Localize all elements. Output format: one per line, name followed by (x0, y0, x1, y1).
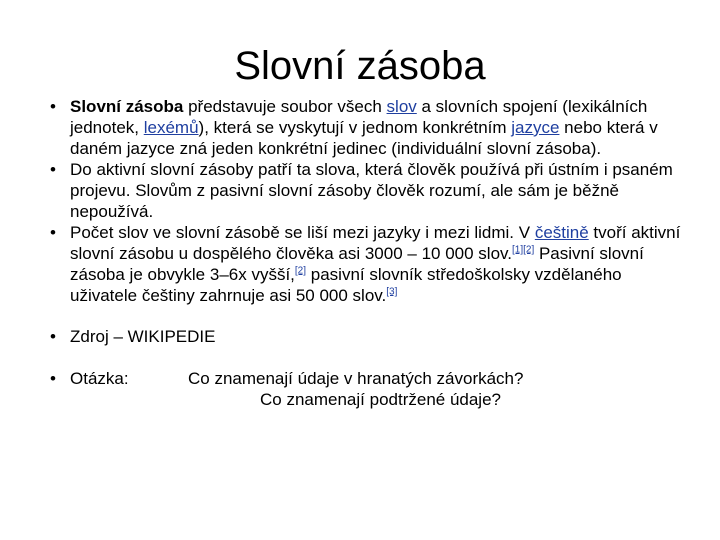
text-segment: nebo která v daném jazyce zná jeden konkrétní jedinec (individuální slovní zásoba). (70, 118, 658, 158)
link-jazyce[interactable]: jazyce (511, 118, 560, 137)
bullet-dot: • (50, 223, 56, 242)
reference-link-2[interactable]: [2] (523, 244, 535, 256)
text-segment: a slovních spojení (lexikálních jednotek, (70, 97, 648, 137)
term-bold: Slovní zásoba (70, 97, 184, 116)
link-slov[interactable]: slov (386, 97, 417, 116)
text-segment: Pasivní slovní zásoba je obvykle 3–6x vyšší, (70, 244, 644, 284)
text-segment: ), která se vyskytují v jednom konkrétním (198, 118, 512, 137)
bullet-dot: • (50, 369, 56, 388)
bullet-dot: • (50, 327, 56, 346)
text-segment: Počet slov ve slovní zásobě se liší mezi jazyky i mezi lidmi. V (70, 223, 535, 242)
source-text: Zdroj – WIKIPEDIE (70, 327, 216, 346)
text-segment: představuje soubor všech (183, 97, 387, 116)
reference-link-1[interactable]: [1] (511, 244, 524, 256)
bullet-active-passive (50, 159, 690, 222)
bullet-word-count (50, 222, 690, 306)
slide-content (50, 96, 690, 410)
text-segment: pasivní slovník středoškolsky vzdělaného uživatele češtiny zahrnuje asi 50 000 slov. (70, 265, 622, 305)
reference-link-3[interactable]: [3] (386, 286, 398, 298)
link-lexemu[interactable]: lexémů (143, 118, 199, 137)
question-1: Co znamenají údaje v hranatých závorkách? (188, 369, 524, 388)
bullet-source (50, 326, 690, 347)
bullet-dot: • (50, 160, 56, 179)
link-cestine[interactable]: češtině (534, 223, 589, 242)
bullet-dot: • (50, 97, 56, 116)
bullet-definition (50, 96, 690, 159)
question-2: Co znamenají podtržené údaje? (260, 390, 501, 409)
bullet-question (50, 368, 690, 410)
slide-title: Slovní zásoba (234, 44, 486, 88)
text-segment: Do aktivní slovní zásoby patří ta slova, která člověk používá při ústním i psaném projevu. Slovům z pasivní slovní zásoby člověk rozumí, ale sám je běžně nepoužívá. (70, 160, 673, 221)
question-label: Otázka: (70, 369, 129, 388)
text-segment: tvoří aktivní slovní zásobu u dospělého člověka asi 3000 – 10 000 slov. (70, 223, 681, 263)
reference-link-2b[interactable]: [2] (294, 265, 307, 277)
